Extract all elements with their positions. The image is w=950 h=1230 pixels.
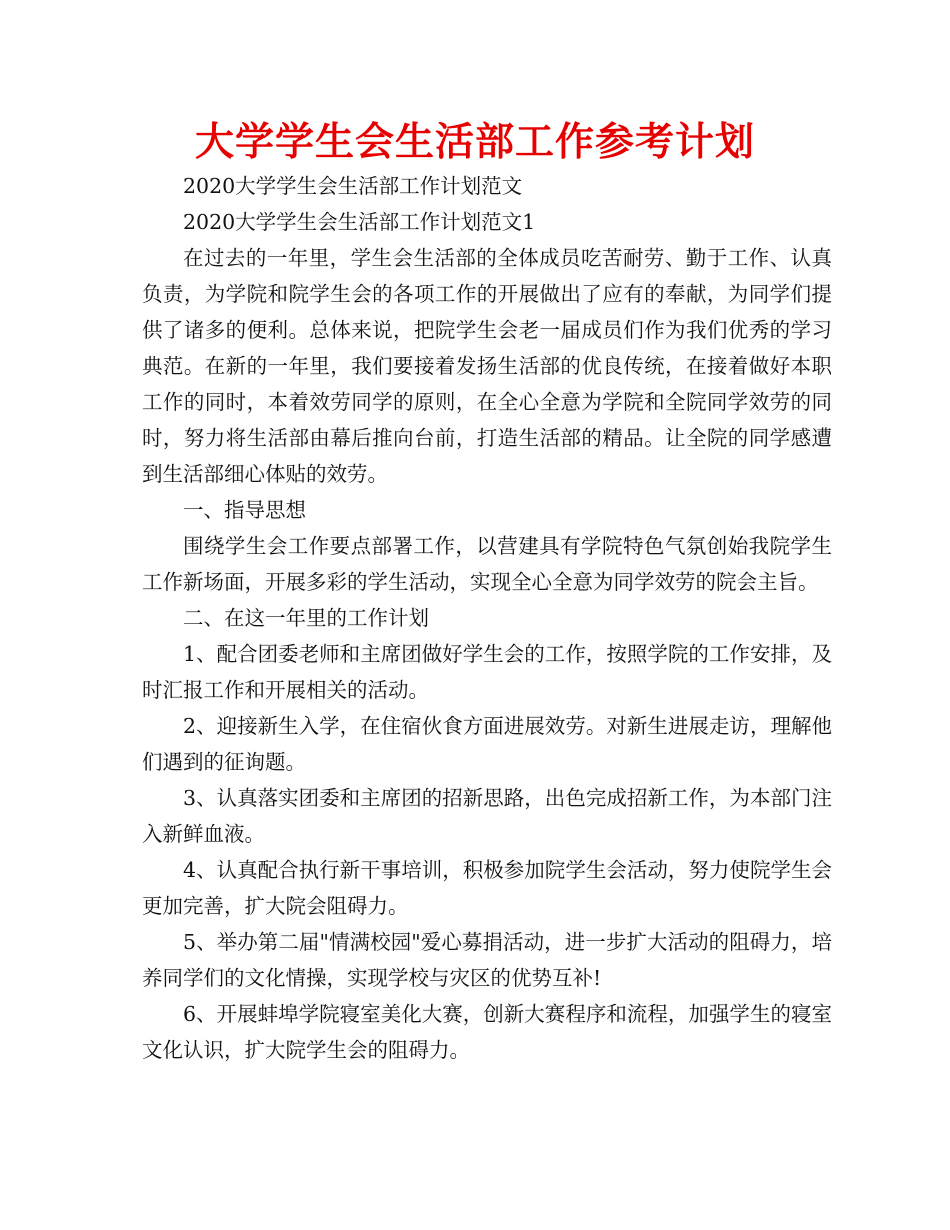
body-paragraph: 围绕学生会工作要点部署工作，以营建具有学院特色气氛创始我院学生工作新场面，开展多彩的学生活动，实现全心全意为同学效劳的院会主旨。 [142, 534, 832, 594]
list-item: 5、举办第二届"情满校园"爱心募捐活动，进一步扩大活动的阻碍力，培养同学们的文化情操，实现学校与灾区的优势互补! [142, 930, 832, 990]
section-heading: 二、在这一年里的工作计划 [183, 606, 429, 630]
section-heading: 一、指导思想 [183, 498, 306, 522]
subtitle-line: 2020大学学生会生活部工作计划范文 [183, 174, 523, 198]
document-title: 大学学生会生活部工作参考计划 [194, 120, 755, 165]
document-body [142, 168, 832, 1068]
body-paragraph: 在过去的一年里，学生会生活部的全体成员吃苦耐劳、勤于工作、认真负责，为学院和院学生会的各项工作的开展做出了应有的奉献，为同学们提供了诸多的便利。总体来说，把院学生会老一届成员们作为我们优秀的学习典范。在新的一年里，我们要接着发扬生活部的优良传统，在接着做好本职工作的同时，本着效劳同学的原则，在全心全意为学院和全院同学效劳的同时，努力将生活部由幕后推向台前，打造生活部的精品。让全院的同学感遭到生活部细心体贴的效劳。 [142, 246, 832, 486]
list-item: 3、认真落实团委和主席团的招新思路，出色完成招新工作，为本部门注入新鲜血液。 [142, 786, 832, 846]
list-item: 4、认真配合执行新干事培训，积极参加院学生会活动，努力使院学生会更加完善，扩大院会阻碍力。 [142, 858, 832, 918]
list-item: 2、迎接新生入学，在住宿伙食方面进展效劳。对新生进展走访，理解他们遇到的征询题。 [142, 714, 832, 774]
list-item: 6、开展蚌埠学院寝室美化大赛，创新大赛程序和流程，加强学生的寝室文化认识，扩大院学生会的阻碍力。 [142, 1002, 832, 1062]
subtitle-line: 2020大学学生会生活部工作计划范文1 [183, 210, 536, 234]
list-item: 1、配合团委老师和主席团做好学生会的工作，按照学院的工作安排，及时汇报工作和开展相关的活动。 [142, 642, 832, 702]
